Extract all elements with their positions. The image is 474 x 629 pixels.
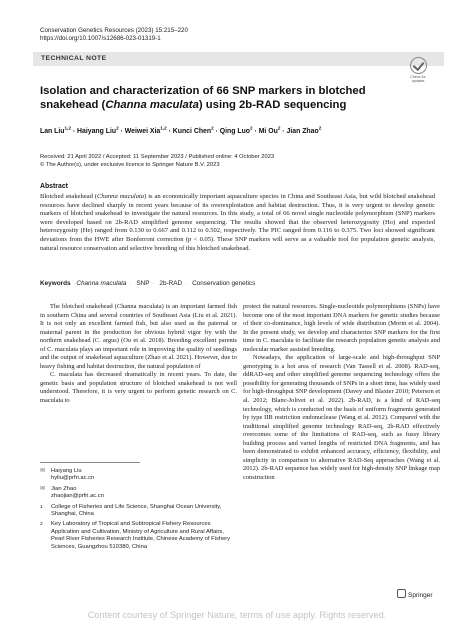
- corresponding-author: [40, 468, 235, 483]
- rights-footer: Content courtesy of Springer Nature, terms of use apply. Rights reserved.: [87, 610, 387, 620]
- email-link[interactable]: zhaojian@prfri.ac.cn: [51, 493, 104, 500]
- body-column-left: [40, 303, 237, 406]
- author-affiliation-marker: 2: [318, 126, 322, 131]
- author-affiliation-marker: 2: [211, 126, 214, 131]
- keywords-label: Keywords: [40, 280, 71, 287]
- abstract-body: Blotched snakehead (Channa maculata) is an economically important aquaculture species in China and Southeast Asia, but wild blotched snakehead resources have declined sharply in recent years because of its overexploitation and habitat destruction. Thus, it is very urgent to develop genetic markers of blotched snakehead to investigate the natural resources. In this study, a total of 66 novel single nucleotide polymorphism (SNP) markers were developed based on 2b-RAD simplified genome sequencing. The results showed that the observed heterozygosity (Ho) and expected heterozygosity (He) ranged from 0.130 to 0.667 and 0.112 to 0.502, respectively. The PIC ranged from 0.116 to 0.375. Two loci showed significant deviations from the HWE after Bonferroni correction (p < 0.05). These SNP markers will serve as a valuable tool for population genetic analysis, natural resource conservation and selective breeding of this blotched snakehead.: [40, 193, 435, 252]
- author-affiliation-marker: 2: [116, 126, 119, 131]
- author-list: [40, 126, 321, 135]
- footnote-divider: [40, 462, 140, 463]
- mail-icon: ✉: [40, 485, 46, 492]
- mail-icon: ✉: [40, 468, 46, 474]
- author-affiliation-marker: 1,2: [160, 126, 167, 131]
- affiliation-text: College of Fisheries and Life Science, Shanghai Ocean University, Shanghai, China: [51, 503, 222, 518]
- article-title: Isolation and characterization of 66 SNP markers in blotched snakehead (Channa maculata) using 2b-RAD sequencing: [40, 85, 366, 111]
- author[interactable]: Qing Luo$^2$: [219, 126, 253, 136]
- affiliation: [40, 521, 235, 551]
- author-separator: ·: [166, 128, 173, 136]
- keywords: Keywords Channa maculata · SNP · 2b-RAD · Conservation genetics: [40, 280, 256, 287]
- paragraph: protect the natural resources. Single-nucleotide polymorphisms (SNPs) have become one of the most important DNA markers for genetic studies because of their co-dominance, high levels of wide distribution (Morin et al. 2004). In the present study, we develop and characterize SNP markers for the first time in C. maculata to facilitate the research population genetic analysis and molecular marker assisted breeding.: [243, 303, 440, 353]
- author-separator: ·: [213, 128, 220, 136]
- check-updates-label: Check for updates: [410, 75, 426, 84]
- keyword: SNP: [136, 280, 150, 287]
- author-name: Jian Zhao: [51, 485, 77, 492]
- abstract-heading: Abstract: [40, 183, 68, 190]
- publication-dates: [40, 153, 274, 169]
- correspondence-block: [40, 468, 235, 554]
- paragraph: C. maculata has decreased dramatically in recent years. To date, the genetic basis and population structure of blotched snakehead is not well understood. Therefore, it is very urgent to perform genetic research on C. maculata to: [40, 371, 237, 405]
- author[interactable]: Lan Liu$^{1,2}$: [40, 126, 71, 136]
- springer-horse-icon: [397, 589, 406, 598]
- check-updates-icon: [410, 57, 427, 74]
- affiliation-number: 1: [40, 504, 43, 510]
- author[interactable]: Haiyang Liu$^2$: [77, 126, 119, 136]
- keyword: 2b-RAD: [159, 280, 183, 287]
- doi-link[interactable]: https://doi.org/10.1007/s12686-023-01319-1: [40, 35, 161, 42]
- publisher-logo: [397, 589, 433, 599]
- corresponding-author: [40, 486, 235, 501]
- keyword: Channa maculata: [76, 280, 127, 287]
- author-affiliation-marker: 2: [277, 126, 281, 131]
- journal-header: [40, 27, 188, 43]
- publisher-name: Springer: [408, 592, 433, 599]
- history-dates: Received: 21 April 2022 / Accepted: 11 September 2023 / Published online: 4 October 2023: [40, 154, 275, 160]
- paragraph: The blotched snakehead (Channa maculata) is an important farmed fish in southern China and several countries of Southeast Asia (Liu et al. 2021). It is not only an excellent farmed fish, but also used as the paternal or maternal parent in the production for obvious hybrid vigor fry with the northern snakehead (C. argus) (Ou et al. 2018). Breeding excellent parents of C. maculata plays an important role in improving the quality of seedlings and the output of snakehead aquaculture (Zhao et al. 2021). However, due to heavy fishing and habitat destruction, the natural population of: [40, 303, 237, 370]
- author-separator: ·: [280, 128, 287, 136]
- journal-citation: Conservation Genetics Resources (2023) 15:215–220: [40, 27, 188, 34]
- affiliation-text: Key Laboratory of Tropical and Subtropical Fishery Resources Application and Cultivation, Ministry of Agriculture and Rural Affairs, Pearl River Fisheries Research Institute, Chinese Academy of Fishery Sciences, Guangzhou 510380, China: [51, 521, 231, 550]
- keyword: Conservation genetics: [192, 280, 256, 287]
- affiliation: [40, 504, 235, 519]
- copyright-line: © The Author(s), under exclusive licence to Springer Nature B.V. 2023: [40, 162, 220, 168]
- author-name: Haiyang Liu: [51, 468, 82, 474]
- author-separator: ·: [70, 128, 78, 136]
- author-affiliation-marker: 1,2: [64, 126, 71, 131]
- author-separator: ·: [252, 128, 259, 136]
- affiliation-number: 2: [40, 522, 43, 528]
- paragraph: Nowadays, the application of large-scale and high-throughput SNP genotyping is a hot area of research (Van Tassell et al. 2008). RAD-seq, ddRAD-seq and other simplified genome sequencing technology offers the possibility for generating thousands of SNPs in a short time, has widely used for high-throughput SNP development (Davey and Blaxter 2010; Peterson et al. 2012; Blanc-Jolivet et al. 2022). 2b-RAD, is a kind of RAD-seq technology, which is conducted on the basis of uniform fragments generated by type IIB restriction endonuclease (Wang et al. 2012). Compared with the traditional simplified genome technology RAD-seq, 2b-RAD effectively overcomes some of the limitations of RAD-seq, such as fussy library building process and varied lengths of restricted DNA fragments, and has been demonstrated to exhibit enhanced accuracy, efficiency, flexibility, and simplicity in comparison to alternative RAD-Seq approaches (Wang et al. 2012). 2b-RAD sequence has widely used for high-density SNP linkage map construction: [243, 354, 440, 481]
- author[interactable]: Jian Zhao$^2$: [286, 126, 322, 136]
- body-column-right: [243, 303, 440, 482]
- check-for-updates-badge[interactable]: [405, 57, 431, 87]
- author[interactable]: Kunci Chen$^2$: [172, 126, 214, 136]
- article-type-banner: TECHNICAL NOTE: [33, 52, 444, 66]
- author-affiliation-marker: 2: [250, 126, 253, 131]
- email-link[interactable]: hyliu@prfri.ac.cn: [51, 475, 95, 482]
- author[interactable]: Mi Ou$^2$: [258, 126, 281, 136]
- author-separator: ·: [118, 128, 125, 136]
- author[interactable]: Weiwei Xia$^{1,2}$: [124, 126, 167, 136]
